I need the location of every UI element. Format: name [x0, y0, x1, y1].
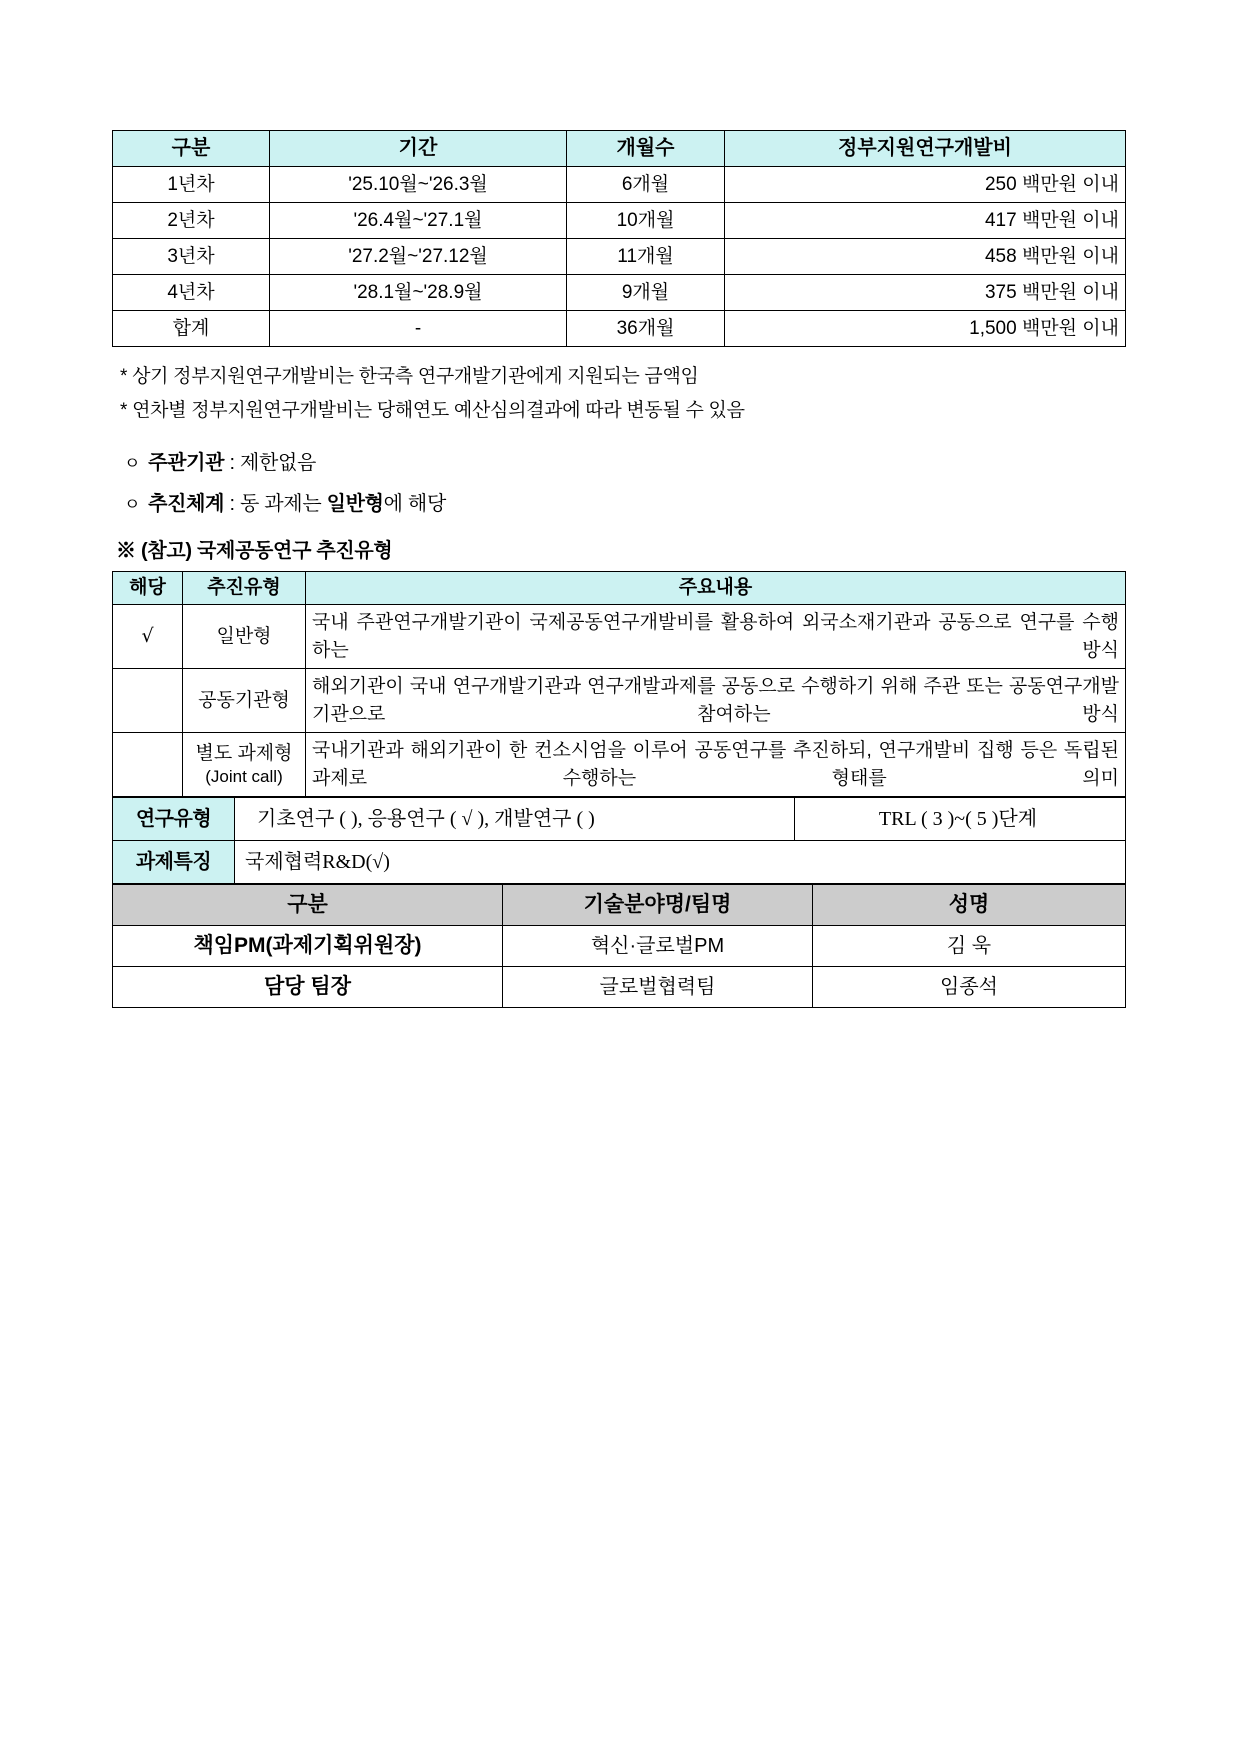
cell-gubun: 3년차 — [113, 239, 270, 275]
table-row-research-type — [113, 798, 1126, 841]
table-row-task-feature — [113, 841, 1126, 884]
bullet-value: 제한없음 — [240, 452, 317, 474]
table-row — [113, 275, 1126, 311]
col-header-type: 추진유형 — [183, 572, 306, 605]
cell-field: 글로벌협력팀 — [503, 967, 813, 1008]
cell-period: '27.2월~'27.12월 — [270, 239, 567, 275]
bullet-host-institution — [124, 447, 1125, 479]
table-row-total — [113, 311, 1126, 347]
table-row — [113, 203, 1126, 239]
cell-period: '28.1월~'28.9월 — [270, 275, 567, 311]
bullet-value-pre: 동 과제는 — [240, 493, 327, 515]
col-header-name: 성명 — [813, 885, 1126, 926]
col-header-budget: 정부지원연구개발비 — [725, 131, 1126, 167]
cell-name: 김 욱 — [813, 926, 1126, 967]
col-header-period: 기간 — [270, 131, 567, 167]
table-row — [113, 239, 1126, 275]
cell-description: 해외기관이 국내 연구개발기관과 연구개발과제를 공동으로 수행하기 위해 주관 또는 공동연구개발기관으로 참여하는 방식 — [306, 669, 1126, 733]
pm-table — [112, 884, 1126, 1008]
cell-budget: 417 백만원 이내 — [725, 203, 1126, 239]
col-header-field: 기술분야명/팀명 — [503, 885, 813, 926]
cell-budget: 250 백만원 이내 — [725, 167, 1126, 203]
table-header-row — [113, 131, 1126, 167]
cell-type: 공동기관형 — [183, 669, 306, 733]
notes-block — [120, 363, 1125, 425]
bullet-label: 추진체계 — [148, 493, 225, 515]
table-row — [113, 669, 1126, 733]
cell-type: 일반형 — [183, 605, 306, 669]
table-row — [113, 967, 1126, 1008]
cell-type-main: 별도 과제형 — [195, 743, 293, 765]
bullet-marker-icon: ㅇ — [124, 495, 141, 515]
cell-description: 국내기관과 해외기관이 한 컨소시엄을 이루어 공동연구를 추진하되, 연구개발비 집행 등은 독립된 과제로 수행하는 형태를 의미 — [306, 733, 1126, 797]
cell-months: 9개월 — [567, 275, 725, 311]
cell-months: 6개월 — [567, 167, 725, 203]
note-line: * 상기 정부지원연구개발비는 한국측 연구개발기관에게 지원되는 금액임 — [120, 366, 699, 387]
cell-role: 담당 팀장 — [113, 967, 503, 1008]
cell-checkmark-icon: √ — [113, 605, 183, 669]
cell-months: 10개월 — [567, 203, 725, 239]
bullet-separator: : — [224, 452, 240, 474]
cell-gubun: 2년차 — [113, 203, 270, 239]
table-row — [113, 605, 1126, 669]
cell-type-sub: (Joint call) — [205, 766, 283, 786]
table-header-row — [113, 885, 1126, 926]
cell-budget: 375 백만원 이내 — [725, 275, 1126, 311]
table-row — [113, 167, 1126, 203]
col-header-gubun: 구분 — [113, 131, 270, 167]
bullet-promotion-system — [124, 488, 1125, 520]
budget-table — [112, 130, 1126, 347]
bullet-label: 주관기관 — [148, 452, 225, 474]
col-header-applicable: 해당 — [113, 572, 183, 605]
table-row — [113, 926, 1126, 967]
cell-months: 11개월 — [567, 239, 725, 275]
cell-period: '26.4월~'27.1월 — [270, 203, 567, 239]
cell-type — [183, 733, 306, 797]
cell-description: 국내 주관연구개발기관이 국제공동연구개발비를 활용하여 외국소재기관과 공동으로 연구를 수행하는 방식 — [306, 605, 1126, 669]
table-header-row — [113, 572, 1126, 605]
cell-budget: 458 백만원 이내 — [725, 239, 1126, 275]
table-row — [113, 733, 1126, 797]
cell-gubun: 1년차 — [113, 167, 270, 203]
bullet-marker-icon: ㅇ — [124, 454, 141, 474]
col-header-gubun: 구분 — [113, 885, 503, 926]
value-research-type: 기초연구 ( ), 응용연구 ( √ ), 개발연구 ( ) — [235, 798, 795, 841]
promotion-type-table — [112, 571, 1126, 797]
col-header-months: 개월수 — [567, 131, 725, 167]
bullet-separator: : — [224, 493, 240, 515]
cell-gubun: 4년차 — [113, 275, 270, 311]
research-type-table — [112, 797, 1126, 884]
cell-period: '25.10월~'26.3월 — [270, 167, 567, 203]
cell-role: 책임PM(과제기획위원장) — [113, 926, 503, 967]
bullet-value-post: 에 해당 — [383, 493, 446, 515]
value-task-feature: 국제협력R&D(√) — [235, 841, 1126, 884]
cell-period: - — [270, 311, 567, 347]
cell-field: 혁신·글로벌PM — [503, 926, 813, 967]
bullet-list — [124, 447, 1125, 520]
cell-checkmark-icon — [113, 733, 183, 797]
value-trl: TRL ( 3 )~( 5 )단계 — [795, 798, 1126, 841]
bullet-value-emphasis: 일반형 — [326, 493, 384, 515]
document-page — [112, 130, 1125, 1008]
reference-title: ※ (참고) 국제공동연구 추진유형 — [116, 540, 393, 562]
label-task-feature: 과제특징 — [113, 841, 235, 884]
cell-budget: 1,500 백만원 이내 — [725, 311, 1126, 347]
col-header-content: 주요내용 — [306, 572, 1126, 605]
note-line: * 연차별 정부지원연구개발비는 당해연도 예산심의결과에 따라 변동될 수 있음 — [120, 399, 745, 421]
cell-name: 임종석 — [813, 967, 1126, 1008]
cell-gubun: 합계 — [113, 311, 270, 347]
label-research-type: 연구유형 — [113, 798, 235, 841]
cell-months: 36개월 — [567, 311, 725, 347]
cell-checkmark-icon — [113, 669, 183, 733]
